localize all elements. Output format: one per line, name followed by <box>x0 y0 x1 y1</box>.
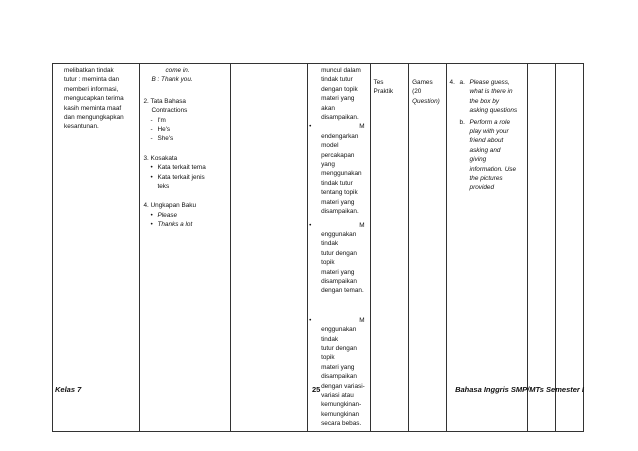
footer-book-title: Bahasa Inggris SMP/MTs Semester I <box>455 385 584 394</box>
step-line: tutur dengan topik <box>321 344 357 362</box>
form-line: Question) <box>412 97 440 105</box>
activity-intro-line: materi yang akan <box>321 95 355 112</box>
assessment-form-cell <box>409 64 446 432</box>
task-line: provided <box>469 184 495 192</box>
step-line: materi yang <box>321 363 355 371</box>
material-cell <box>140 64 231 432</box>
dialog-line: come in. <box>165 67 190 74</box>
task-line: the box by <box>469 97 500 105</box>
step-line: dengan teman. <box>321 287 364 295</box>
task-line: what is there in <box>469 88 513 96</box>
competency-line: melibatkan tindak <box>64 67 114 74</box>
competency-line: kasih meminta maaf <box>64 104 122 112</box>
vocabulary-title: 3. Kosakata <box>143 154 178 162</box>
empty-cell <box>527 64 555 432</box>
step-line: enggunakan tindak <box>321 326 357 343</box>
list-item: • Kata terkait jenis <box>149 173 227 182</box>
competency-cell <box>53 64 140 432</box>
task-line: giving <box>469 156 487 164</box>
step-line: menggunakan <box>321 170 362 178</box>
list-item <box>311 316 366 429</box>
list-item: - He's <box>149 125 227 134</box>
step-first-letter: M <box>359 123 365 131</box>
task-line: friend about <box>469 137 504 145</box>
step-line: disampaikan. <box>321 208 359 216</box>
step-line: kemungkinan- <box>321 401 362 409</box>
vocabulary-extra: teks <box>157 183 170 191</box>
step-line: disampaikan <box>321 373 357 381</box>
lesson-plan-table <box>52 63 584 432</box>
bullet-icon: • <box>309 123 312 131</box>
step-line: tindak tutur <box>321 179 353 187</box>
grammar-title: 2. Tata Bahasa <box>143 97 186 105</box>
bullet-icon: • <box>309 221 312 229</box>
competency-line: tutur : meminta dan <box>64 76 120 84</box>
expression-section <box>143 201 227 229</box>
grammar-list <box>143 116 227 144</box>
step-line: endengarkan <box>321 132 359 140</box>
instrument-list <box>450 78 524 193</box>
empty-cell <box>555 64 583 432</box>
dialog-example <box>143 66 227 85</box>
technique-line: Tes <box>373 79 384 86</box>
step-line: tutur dengan topik <box>321 249 357 267</box>
activity-intro-line: disampaikan. <box>321 114 359 122</box>
step-line: variasi atau <box>321 392 354 399</box>
dialog-line: B : Thank you. <box>151 76 193 84</box>
step-line: disampaikan <box>321 277 357 285</box>
step-line: yang <box>321 161 335 169</box>
task-line: Please guess, <box>469 79 510 86</box>
step-first-letter: M <box>359 221 365 229</box>
activity-intro-line: dengan topik <box>321 85 358 93</box>
task-line: Perform a role <box>469 118 511 126</box>
list-item <box>450 78 524 116</box>
step-first-letter: M <box>359 316 365 324</box>
form-line: Games (20 <box>412 79 433 96</box>
task-line: information. Use <box>469 165 517 173</box>
activity-intro-line: muncul dalam <box>321 67 361 74</box>
step-line: dengan variasi- <box>321 382 365 390</box>
task-sub-marker: a. <box>459 79 465 86</box>
competency-line: mengucapkan terima <box>64 95 124 103</box>
activity-intro-line: tindak tutur <box>321 76 353 84</box>
step-line: model percakapan <box>321 142 355 159</box>
list-item: - She's <box>149 134 227 143</box>
assessment-technique-cell <box>370 64 409 432</box>
technique-line: Praktik <box>373 88 394 96</box>
instrument-cell <box>446 64 527 432</box>
competency-line: memberi informasi, <box>64 85 119 93</box>
competency-line: dan mengungkapkan <box>64 114 124 122</box>
bullet-icon: • <box>309 316 312 324</box>
step-line: materi yang <box>321 198 355 206</box>
footer-page-number: 25 <box>312 385 321 394</box>
step-line: tentang topik <box>321 189 358 197</box>
footer-grade: Kelas 7 <box>55 385 82 394</box>
list-item <box>311 221 366 296</box>
activity-cell <box>308 64 370 432</box>
step-line: materi yang <box>321 268 355 276</box>
list-item: - I'm <box>149 116 227 125</box>
step-line: kemungkinan <box>321 410 360 418</box>
grammar-subtitle: Contractions <box>151 107 188 115</box>
list-item <box>450 118 524 193</box>
vocabulary-list <box>143 163 227 182</box>
vocabulary-section <box>143 154 227 192</box>
spacer-cell <box>231 64 308 432</box>
list-item <box>311 122 366 216</box>
activity-steps <box>311 122 366 428</box>
task-sub-marker: b. <box>459 118 465 126</box>
task-line: asking questions <box>469 107 518 115</box>
list-item: • Please <box>149 211 227 220</box>
task-number: 4. <box>449 79 455 86</box>
task-line: asking and <box>469 146 501 154</box>
step-line: secara bebas. <box>321 420 362 428</box>
step-line: enggunakan tindak <box>321 230 357 248</box>
task-line: the pictures <box>469 175 503 183</box>
table-row <box>53 64 584 432</box>
task-line: play with your <box>469 128 509 136</box>
grammar-section <box>143 97 227 144</box>
list-item: • Kata terkait tema <box>149 163 227 172</box>
expression-title: 4. Ungkapan Baku <box>143 202 197 210</box>
list-item: • Thanks a lot <box>149 220 227 229</box>
expression-list <box>143 211 227 230</box>
competency-line: kesantunan. <box>64 123 99 131</box>
